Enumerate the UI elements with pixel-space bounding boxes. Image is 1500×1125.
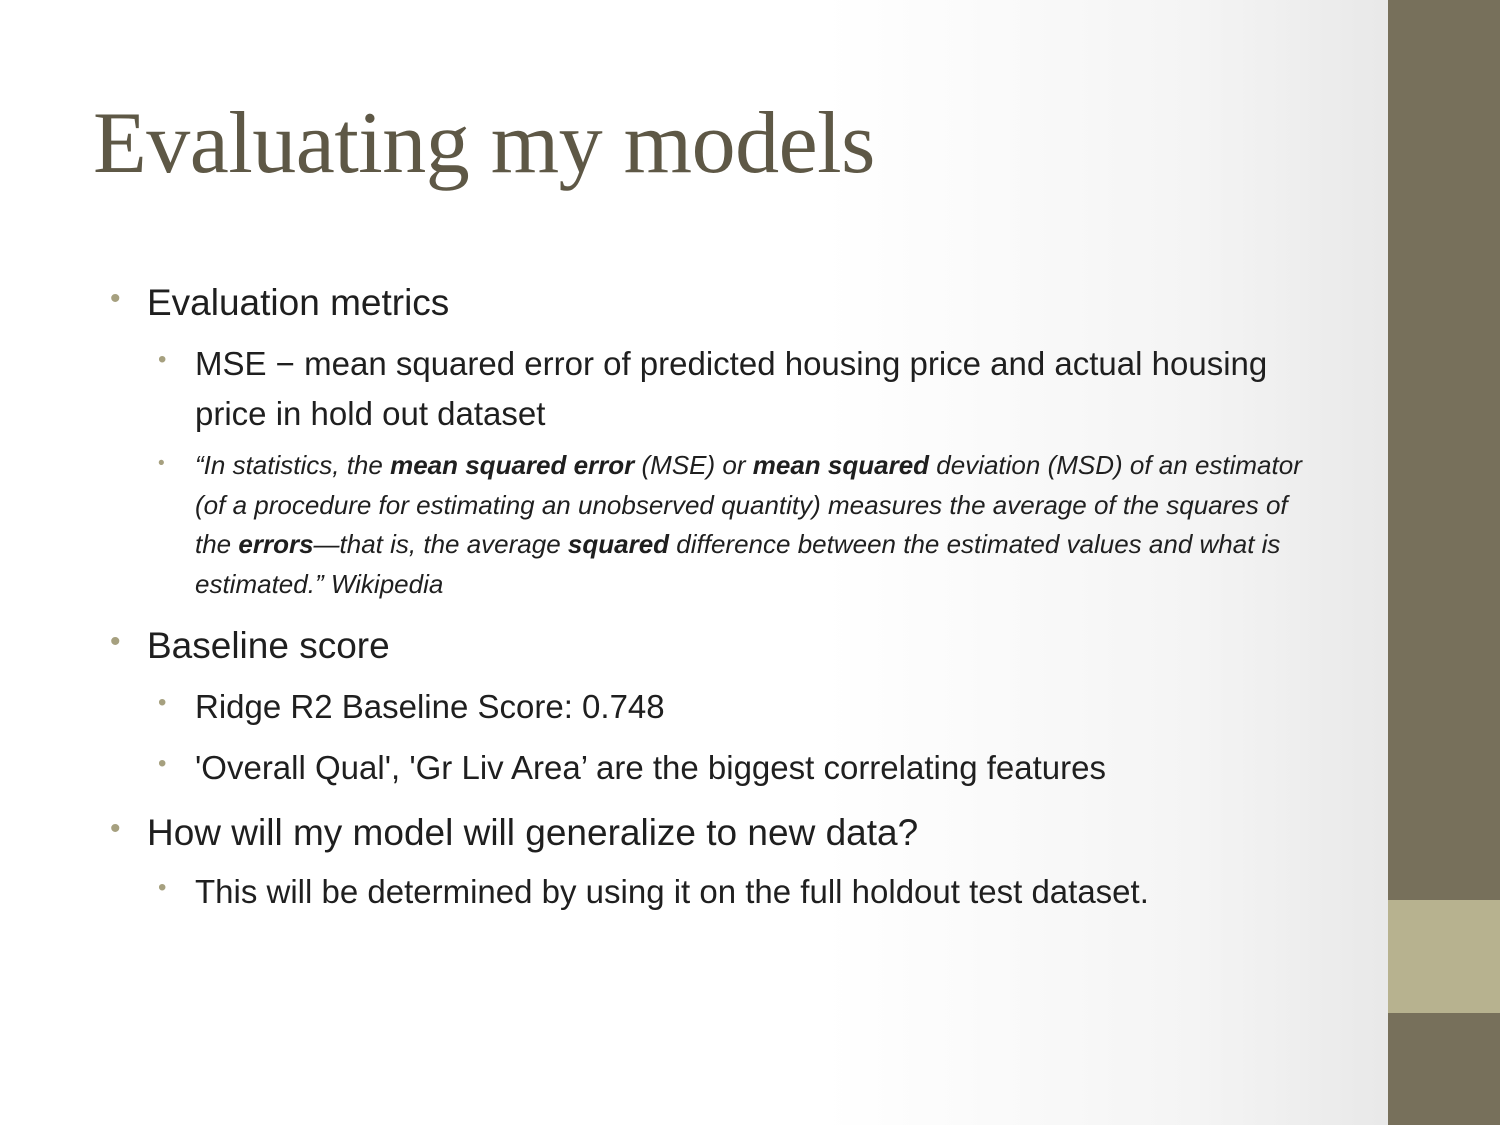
bullet-icon: •	[158, 874, 167, 901]
bullet-icon: •	[110, 625, 121, 658]
side-accent-block	[1388, 900, 1500, 1013]
bullet-baseline-score: Baseline score	[147, 625, 390, 666]
mse-wikipedia-quote: “In statistics, the mean squared error (MSE) or mean squared deviation (MSD) of an estimator (of a procedure for estimating an unobserved quantity) measures the average of the squares of the errors—that is, the average squared difference between the estimated values and what is estimated.” Wikipedia	[195, 450, 1302, 599]
bullet-generalization-question: How will my model will generalize to new data?	[147, 812, 919, 853]
ridge-baseline-score: Ridge R2 Baseline Score: 0.748	[195, 688, 665, 725]
correlating-features: 'Overall Qual', 'Gr Liv Area’ are the biggest correlating features	[195, 749, 1106, 786]
bullet-icon: •	[158, 750, 167, 777]
slide-title: Evaluating my models	[93, 95, 875, 192]
bullet-icon: •	[158, 689, 167, 716]
bullet-icon: •	[158, 453, 165, 474]
bullet-icon: •	[110, 812, 121, 845]
mse-definition: MSE − mean squared error of predicted housing price and actual housing price in hold out dataset	[195, 345, 1268, 432]
bullet-evaluation-metrics: Evaluation metrics	[147, 282, 450, 323]
bullet-icon: •	[158, 346, 167, 373]
bullet-icon: •	[110, 282, 121, 315]
holdout-test-note: This will be determined by using it on the full holdout test dataset.	[195, 873, 1149, 910]
